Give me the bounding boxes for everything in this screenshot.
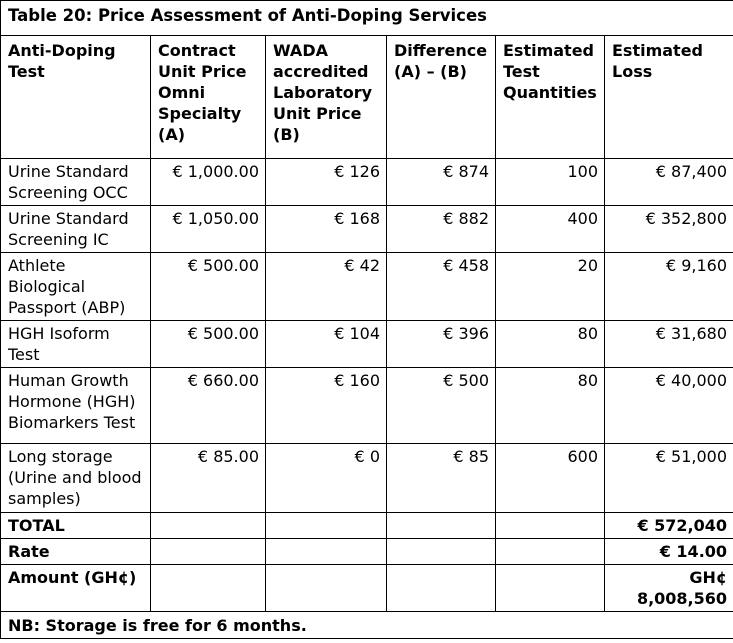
test-name-cell: Urine Standard Screening OCC [1, 159, 151, 206]
table-row [1, 206, 733, 253]
test-name-cell: Human Growth Hormone (HGH) Biomarkers Test [1, 368, 151, 444]
difference-cell: € 85 [387, 444, 496, 513]
test-name-cell: Urine Standard Screening IC [1, 206, 151, 253]
total-value: € 572,040 [605, 513, 733, 539]
empty-cell [496, 513, 605, 539]
table-note: NB: Storage is free for 6 months. [1, 612, 733, 639]
empty-cell [387, 565, 496, 612]
table-row [1, 444, 733, 513]
difference-cell: € 874 [387, 159, 496, 206]
note-row [1, 612, 733, 639]
empty-cell [496, 539, 605, 565]
wada-price-cell: € 168 [266, 206, 387, 253]
empty-cell [266, 513, 387, 539]
column-header: Contract Unit Price Omni Specialty (A) [151, 36, 266, 159]
contract-price-cell: € 660.00 [151, 368, 266, 444]
loss-cell: € 352,800 [605, 206, 733, 253]
difference-cell: € 500 [387, 368, 496, 444]
test-name-cell: HGH Isoform Test [1, 321, 151, 368]
table-row [1, 368, 733, 444]
table-row [1, 253, 733, 321]
loss-cell: € 40,000 [605, 368, 733, 444]
loss-cell: € 51,000 [605, 444, 733, 513]
wada-price-cell: € 160 [266, 368, 387, 444]
contract-price-cell: € 85.00 [151, 444, 266, 513]
wada-price-cell: € 104 [266, 321, 387, 368]
test-name-cell: Athlete Biological Passport (ABP) [1, 253, 151, 321]
column-header: Anti-Doping Test [1, 36, 151, 159]
quantity-cell: 80 [496, 321, 605, 368]
total-label: TOTAL [1, 513, 151, 539]
test-name-cell: Long storage (Urine and blood samples) [1, 444, 151, 513]
empty-cell [151, 565, 266, 612]
loss-cell: € 87,400 [605, 159, 733, 206]
table-header-row [1, 36, 733, 159]
rate-row [1, 539, 733, 565]
loss-cell: € 31,680 [605, 321, 733, 368]
wada-price-cell: € 0 [266, 444, 387, 513]
quantity-cell: 20 [496, 253, 605, 321]
quantity-cell: 80 [496, 368, 605, 444]
empty-cell [387, 539, 496, 565]
difference-cell: € 396 [387, 321, 496, 368]
table-title-row [1, 1, 733, 36]
empty-cell [266, 539, 387, 565]
difference-cell: € 458 [387, 253, 496, 321]
quantity-cell: 100 [496, 159, 605, 206]
empty-cell [387, 513, 496, 539]
contract-price-cell: € 1,050.00 [151, 206, 266, 253]
table-title: Table 20: Price Assessment of Anti-Doping Services [1, 1, 733, 36]
table-row [1, 159, 733, 206]
column-header: Estimated Test Quantities [496, 36, 605, 159]
amount-row [1, 565, 733, 612]
rate-label: Rate [1, 539, 151, 565]
contract-price-cell: € 1,000.00 [151, 159, 266, 206]
empty-cell [496, 565, 605, 612]
difference-cell: € 882 [387, 206, 496, 253]
empty-cell [151, 513, 266, 539]
column-header: Estimated Loss [605, 36, 733, 159]
amount-value: GH¢ 8,008,560 [605, 565, 733, 612]
loss-cell: € 9,160 [605, 253, 733, 321]
quantity-cell: 400 [496, 206, 605, 253]
column-header: WADA accredited Laboratory Unit Price (B) [266, 36, 387, 159]
empty-cell [266, 565, 387, 612]
rate-value: € 14.00 [605, 539, 733, 565]
contract-price-cell: € 500.00 [151, 321, 266, 368]
contract-price-cell: € 500.00 [151, 253, 266, 321]
total-row [1, 513, 733, 539]
table-row [1, 321, 733, 368]
quantity-cell: 600 [496, 444, 605, 513]
amount-label: Amount (GH¢) [1, 565, 151, 612]
empty-cell [151, 539, 266, 565]
wada-price-cell: € 42 [266, 253, 387, 321]
column-header: Difference (A) – (B) [387, 36, 496, 159]
wada-price-cell: € 126 [266, 159, 387, 206]
